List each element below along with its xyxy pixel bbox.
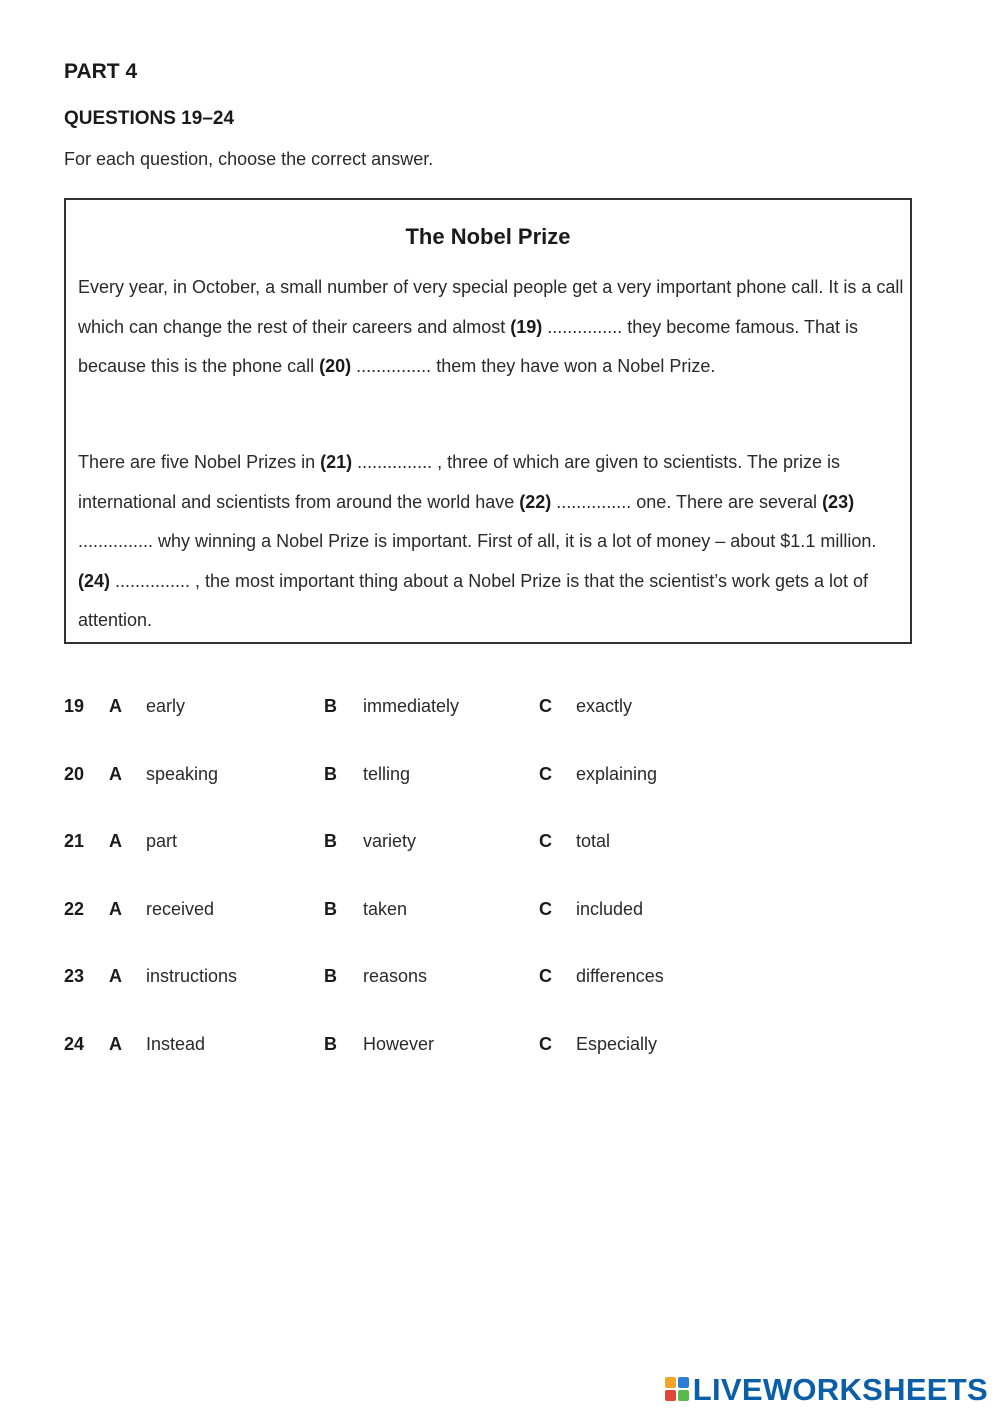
option-a[interactable]: early bbox=[146, 696, 186, 716]
gap-23-label: (23) bbox=[822, 491, 855, 512]
option-c[interactable]: total bbox=[576, 831, 611, 851]
option-letter-c: C bbox=[539, 1033, 552, 1054]
option-c[interactable]: exactly bbox=[576, 696, 633, 716]
question-number: 23 bbox=[64, 966, 85, 986]
gap-22-label: (22) bbox=[519, 491, 552, 512]
option-b[interactable]: reasons bbox=[363, 966, 428, 986]
text-span: Every year, in October, a small number of very special people get a very important phone call. It is a call which can change the rest of their careers and almost bbox=[78, 277, 904, 337]
question-row-23 bbox=[64, 960, 764, 1028]
question-number: 21 bbox=[64, 831, 85, 851]
text-span: There are five Nobel Prizes in bbox=[78, 452, 321, 472]
option-letter-b: B bbox=[324, 831, 337, 851]
brand-text: LIVEWORKSHEETS bbox=[692, 1372, 988, 1407]
option-letter-a: A bbox=[109, 966, 122, 986]
option-c[interactable]: included bbox=[576, 898, 644, 919]
option-letter-a: A bbox=[109, 696, 122, 716]
option-letter-b: B bbox=[324, 763, 337, 784]
option-b[interactable]: variety bbox=[363, 831, 417, 851]
option-letter-a: A bbox=[109, 1033, 122, 1054]
option-c[interactable]: explaining bbox=[576, 763, 658, 784]
part-title: PART 4 bbox=[64, 60, 138, 83]
liveworksheets-brand[interactable] bbox=[665, 1374, 988, 1406]
question-row-19 bbox=[64, 690, 764, 758]
gap-24-label: (24) bbox=[78, 570, 111, 591]
text-span: ............... , three of which are given to scientists. The prize is international and scientists from around the world have bbox=[78, 452, 840, 512]
gap-19-label: (19) bbox=[510, 316, 543, 337]
option-a[interactable]: Instead bbox=[146, 1033, 206, 1054]
passage-paragraph-1 bbox=[78, 268, 908, 387]
option-b[interactable]: However bbox=[363, 1033, 435, 1054]
option-letter-c: C bbox=[539, 966, 552, 986]
option-letter-b: B bbox=[324, 1033, 337, 1054]
text-span: ............... them they have won a Nobel Prize. bbox=[351, 356, 716, 376]
question-row-21 bbox=[64, 825, 764, 893]
answer-options bbox=[64, 690, 764, 1095]
questions-title: QUESTIONS 19–24 bbox=[64, 108, 235, 129]
option-a[interactable]: speaking bbox=[146, 763, 219, 784]
instruction-text: For each question, choose the correct answer. bbox=[64, 149, 434, 169]
option-b[interactable]: immediately bbox=[363, 696, 460, 716]
option-a[interactable]: instructions bbox=[146, 966, 238, 986]
passage-box bbox=[64, 198, 912, 644]
option-c[interactable]: differences bbox=[576, 966, 664, 986]
option-c[interactable]: Especially bbox=[576, 1033, 658, 1054]
gap-21-label: (21) bbox=[320, 452, 353, 472]
question-row-20 bbox=[64, 758, 764, 826]
option-b[interactable]: telling bbox=[363, 763, 411, 784]
question-row-24 bbox=[64, 1028, 764, 1096]
option-a[interactable]: part bbox=[146, 831, 178, 851]
option-a[interactable]: received bbox=[146, 898, 215, 919]
question-row-22 bbox=[64, 893, 764, 961]
liveworksheets-logo-icon bbox=[665, 1377, 691, 1403]
text-span: ............... they become famous. That is because this is the phone call bbox=[78, 316, 859, 376]
option-letter-b: B bbox=[324, 696, 337, 716]
passage-title: The Nobel Prize bbox=[405, 224, 571, 249]
option-letter-c: C bbox=[539, 831, 552, 851]
question-number: 22 bbox=[64, 898, 85, 919]
option-letter-c: C bbox=[539, 898, 552, 919]
option-b[interactable]: taken bbox=[363, 898, 408, 919]
gap-20-label: (20) bbox=[319, 356, 352, 376]
option-letter-a: A bbox=[109, 831, 122, 851]
text-span: ............... why winning a Nobel Prize is important. First of all, it is a lot of money – about $1.1 million. bbox=[78, 531, 877, 551]
option-letter-c: C bbox=[539, 696, 552, 716]
option-letter-c: C bbox=[539, 763, 552, 784]
question-number: 20 bbox=[64, 763, 85, 784]
passage-paragraph-2 bbox=[78, 443, 908, 641]
question-number: 24 bbox=[64, 1033, 85, 1054]
option-letter-b: B bbox=[324, 898, 337, 919]
option-letter-a: A bbox=[109, 898, 122, 919]
question-number: 19 bbox=[64, 696, 85, 716]
text-span: ............... one. There are several bbox=[551, 491, 823, 512]
option-letter-a: A bbox=[109, 763, 122, 784]
text-span: ............... , the most important thing about a Nobel Prize is that the scientist’s work gets a lot of attention. bbox=[78, 570, 869, 630]
option-letter-b: B bbox=[324, 966, 337, 986]
